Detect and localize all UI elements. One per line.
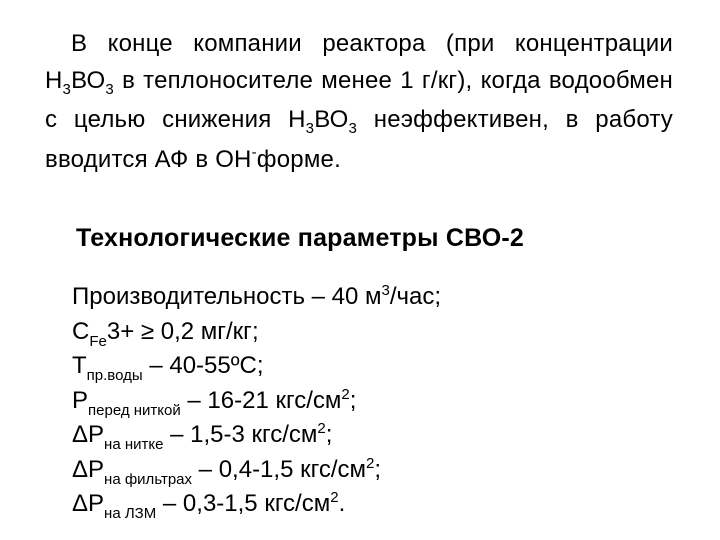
param-throughput <box>72 280 441 315</box>
param-text: С <box>72 317 90 345</box>
o3-subscript: 3 <box>105 80 114 98</box>
param-text: ΔР <box>72 490 105 517</box>
param-tail: – 0,4-1,5 кгс/см <box>192 455 366 483</box>
intro-text-1: В конце компании реактора (при концентрации Н <box>45 30 673 94</box>
intro-text-5: неэффективен, в работу вводится АФ в ОН <box>45 106 673 173</box>
param-tail: – 16-21 кгс/см <box>180 386 342 414</box>
param-superscript: 2 <box>317 420 326 437</box>
param-text: ΔР <box>72 421 105 448</box>
param-dp-filters <box>72 453 441 488</box>
param-text: Т <box>72 352 87 379</box>
param-dp-line <box>72 418 441 453</box>
intro-text-2: ВО <box>71 66 106 94</box>
intro-text-3: в теплоносителе менее 1 г/кг), когда водообмен с целью снижения Н <box>45 66 673 133</box>
param-text: Р <box>72 386 89 414</box>
param-superscript: 3 <box>381 282 390 299</box>
param-tail: – 1,5-3 кгс/см <box>163 421 318 448</box>
param-end: . <box>338 490 346 517</box>
param-superscript: 2 <box>365 454 375 472</box>
parameters-list <box>72 280 441 522</box>
param-tail: /час; <box>389 283 442 310</box>
o3-subscript-2: 3 <box>348 120 358 137</box>
param-subscript: Fe <box>89 332 107 350</box>
param-pressure-before-line <box>72 384 441 419</box>
param-end: ; <box>374 455 381 483</box>
param-tail: 3+ ≥ 0,2 мг/кг; <box>106 317 259 345</box>
h3-subscript-2: 3 <box>305 120 315 137</box>
param-end: ; <box>325 421 333 448</box>
oh-superscript: - <box>251 143 257 161</box>
param-water-temperature <box>72 349 441 384</box>
section-heading: Технологические параметры СВО-2 <box>76 224 524 252</box>
intro-text-4: ВО <box>314 106 349 133</box>
param-subscript: на нитке <box>104 436 164 453</box>
param-tail: – 0,3-1,5 кгс/см <box>156 490 331 517</box>
h3-subscript: 3 <box>62 80 72 98</box>
param-text: Производительность – 40 м <box>72 283 382 310</box>
param-iron-concentration <box>72 315 441 350</box>
intro-text-6: форме. <box>256 145 341 173</box>
param-dp-lzm <box>72 487 441 522</box>
param-text: ΔР <box>72 455 105 483</box>
param-subscript: пр.воды <box>86 367 143 384</box>
param-subscript: на фильтрах <box>104 470 193 488</box>
param-superscript: 2 <box>330 489 339 506</box>
param-subscript: на ЛЗМ <box>104 505 157 522</box>
param-tail: – 40-55ºС; <box>142 352 264 379</box>
param-superscript: 2 <box>341 385 350 403</box>
param-subscript: перед ниткой <box>88 401 181 419</box>
intro-paragraph <box>45 26 673 181</box>
param-end: ; <box>349 386 357 414</box>
